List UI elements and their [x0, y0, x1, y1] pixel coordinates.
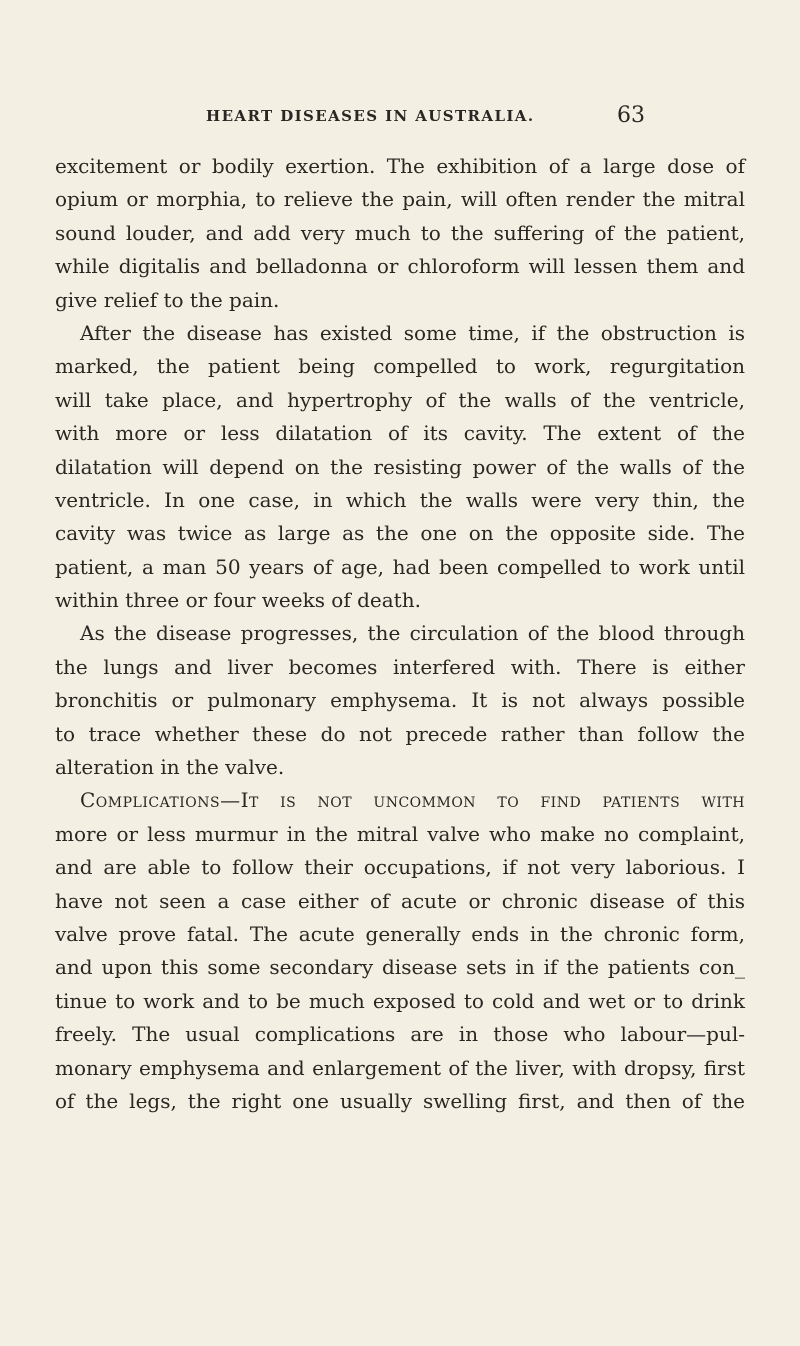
- text-line: sound louder, and add very much to the suffering of the patient,: [55, 220, 745, 245]
- text-line: within three or four weeks of death.: [55, 588, 421, 613]
- text-line: to trace whether these do not precede rather than follow the: [55, 721, 745, 746]
- text-line: monary emphysema and enlargement of the liver, with dropsy, first: [55, 1055, 745, 1080]
- text-line: and upon this some secondary disease sets in if the patients con_: [55, 955, 745, 980]
- text-line: more or less murmur in the mitral valve who make no complaint,: [55, 821, 745, 846]
- text-line: of the legs, the right one usually swelling first, and then of the: [55, 1088, 745, 1113]
- text-line: with more or less dilatation of its cavity. The extent of the: [55, 421, 745, 446]
- text-line: dilatation will depend on the resisting power of the walls of the: [55, 454, 745, 479]
- text-line: After the disease has existed some time, if the obstruction is: [80, 320, 745, 345]
- text-line: give relief to the pain.: [55, 287, 280, 312]
- page-header: [0, 103, 800, 133]
- section-heading-line: Complications—It is not uncommon to find patients with: [80, 788, 745, 813]
- text-line: valve prove fatal. The acute generally ends in the chronic form,: [55, 921, 745, 946]
- text-line: have not seen a case either of acute or chronic disease of this: [55, 888, 745, 913]
- text-line: will take place, and hypertrophy of the walls of the ventricle,: [55, 387, 745, 412]
- text-line: marked, the patient being compelled to work, regurgitation: [55, 354, 745, 379]
- text-line: cavity was twice as large as the one on the opposite side. The: [55, 521, 745, 546]
- body-text: [55, 150, 745, 1118]
- text-line: alteration in the valve.: [55, 755, 285, 780]
- running-head: HEART DISEASES IN AUSTRALIA.: [206, 107, 535, 125]
- text-line: patient, a man 50 years of age, had been compelled to work until: [55, 554, 745, 579]
- page-number: 63: [617, 103, 645, 128]
- text-line: ventricle. In one case, in which the walls were very thin, the: [55, 487, 745, 512]
- text-line: tinue to work and to be much exposed to cold and wet or to drink: [55, 988, 745, 1013]
- text-line: and are able to follow their occupations, if not very laborious. I: [55, 855, 745, 880]
- text-line: freely. The usual complications are in those who labour—pul-: [55, 1022, 745, 1047]
- text-line: bronchitis or pulmonary emphysema. It is not always possible: [55, 688, 745, 713]
- text-line: opium or morphia, to relieve the pain, will often render the mitral: [55, 187, 745, 212]
- text-line: As the disease progresses, the circulation of the blood through: [80, 621, 745, 646]
- text-line: excitement or bodily exertion. The exhibition of a large dose of: [55, 154, 745, 178]
- text-line: the lungs and liver becomes interfered with. There is either: [55, 654, 745, 679]
- text-line: while digitalis and belladonna or chloroform will lessen them and: [55, 254, 745, 279]
